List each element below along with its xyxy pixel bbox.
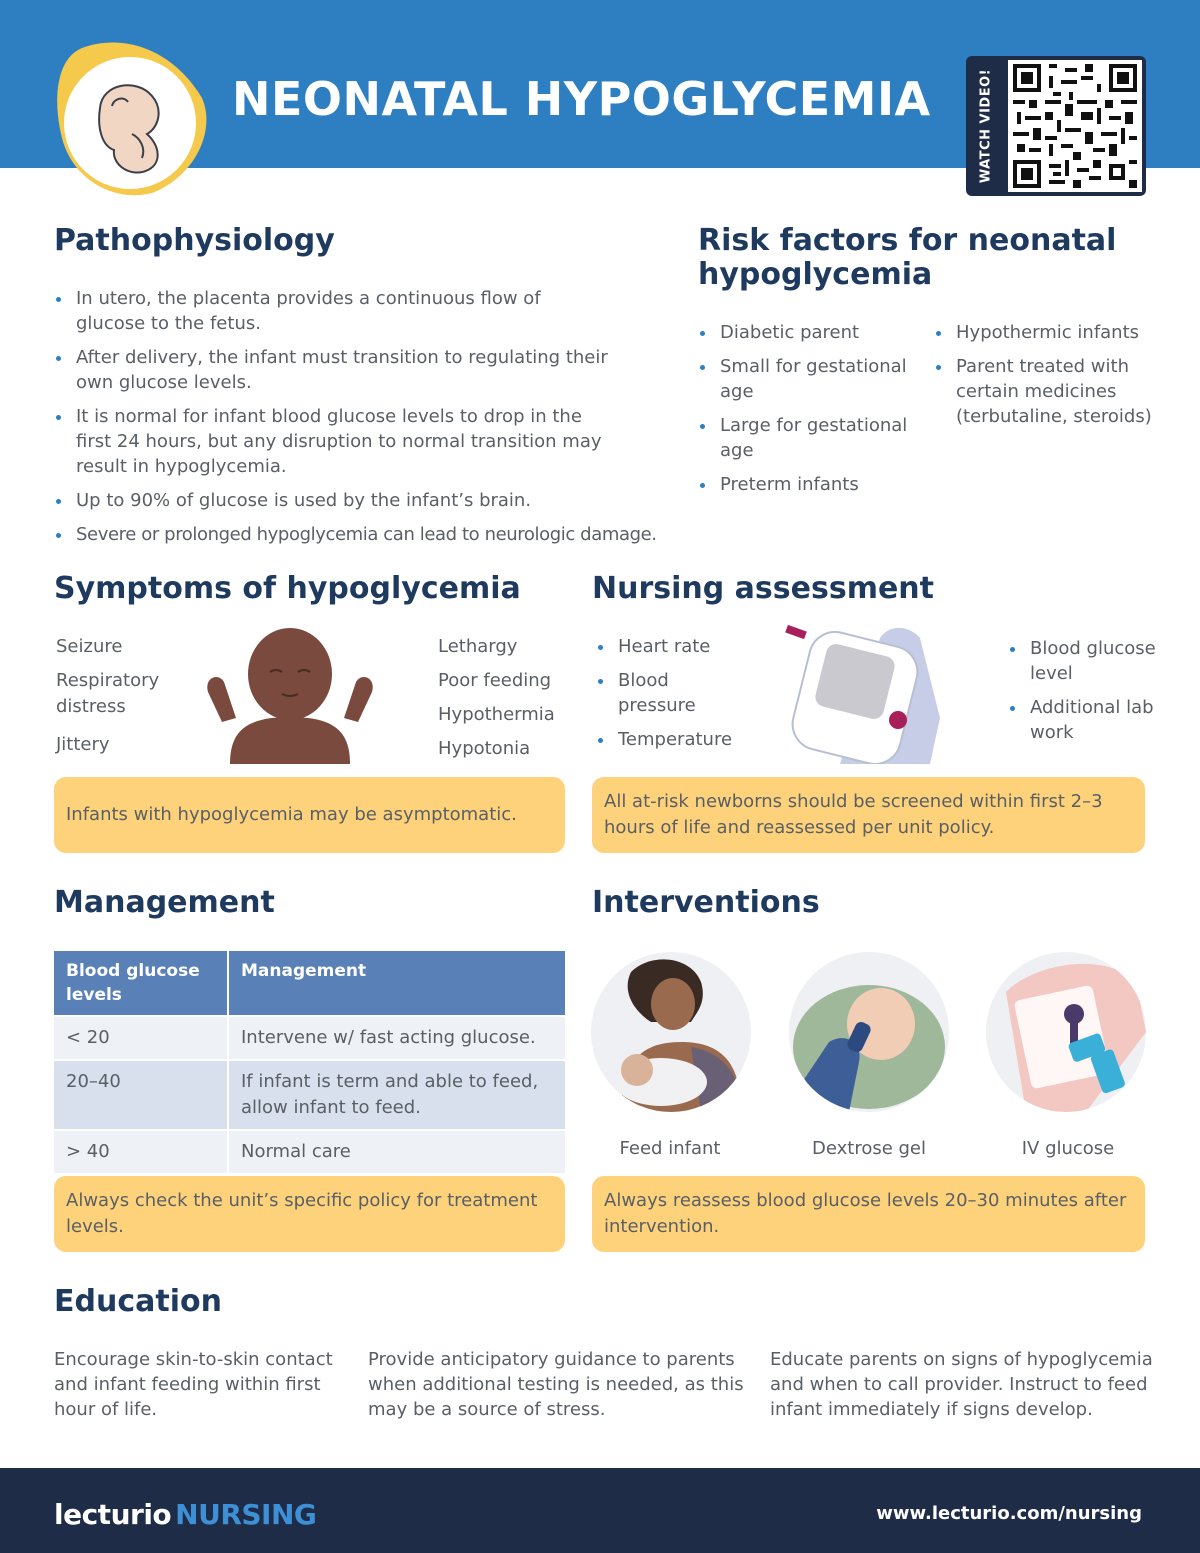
feed-infant-image bbox=[591, 952, 751, 1112]
qr-code-icon[interactable] bbox=[1008, 60, 1142, 192]
interventions-heading: Interventions bbox=[592, 885, 820, 920]
fetus-logo-icon bbox=[52, 38, 212, 198]
list-item: Up to 90% of glucose is used by the infant’s brain. bbox=[54, 488, 684, 513]
interventions-callout: Always reassess blood glucose levels 20–30 minutes after intervention. bbox=[592, 1176, 1145, 1252]
list-item: It is normal for infant blood glucose levels to drop in the first 24 hours, but any disruption to normal transition may result in hypoglycemia. bbox=[54, 404, 684, 479]
lecturio-logo[interactable]: lecturio NURSING bbox=[54, 1498, 317, 1531]
symptom-lethargy: Lethargy bbox=[438, 636, 518, 657]
symptom-respiratory-distress: Respiratory distress bbox=[56, 670, 160, 717]
pathophysiology-heading: Pathophysiology bbox=[54, 223, 335, 258]
list-item: Parent treated with certain medicines (terbutaline, steroids) bbox=[934, 354, 1154, 429]
list-item: Hypothermic infants bbox=[934, 320, 1154, 345]
pathophysiology-list bbox=[54, 286, 684, 556]
table-row bbox=[54, 1130, 565, 1173]
symptom-jittery: Jittery bbox=[56, 734, 110, 755]
table-header-row bbox=[54, 951, 565, 1016]
symptom-hypotonia: Hypotonia bbox=[438, 738, 531, 759]
table-cell: > 40 bbox=[54, 1130, 228, 1173]
feed-infant-caption: Feed infant bbox=[619, 1138, 721, 1159]
assessment-callout: All at-risk newborns should be screened within first 2–3 hours of life and reassessed per unit policy. bbox=[592, 777, 1145, 853]
list-item: In utero, the placenta provides a continuous flow of glucose to the fetus. bbox=[54, 286, 684, 336]
table-cell: If infant is term and able to feed, allow infant to feed. bbox=[228, 1060, 565, 1130]
list-item: Heart rate bbox=[596, 634, 746, 659]
education-item: Provide anticipatory guidance to parents when additional testing is needed, as this may be a source of stress. bbox=[368, 1349, 744, 1420]
assessment-list-1 bbox=[596, 634, 746, 761]
dextrose-gel-caption: Dextrose gel bbox=[811, 1138, 927, 1159]
list-item: Diabetic parent bbox=[698, 320, 920, 345]
list-item: Blood pressure bbox=[596, 668, 746, 718]
symptoms-callout: Infants with hypoglycemia may be asymptomatic. bbox=[54, 777, 565, 853]
risk-factors-list-2 bbox=[934, 320, 1154, 438]
education-item: Encourage skin-to-skin contact and infant feeding within first hour of life. bbox=[54, 1349, 333, 1420]
iv-glucose-image bbox=[986, 952, 1146, 1112]
table-cell: Intervene w/ fast acting glucose. bbox=[228, 1016, 565, 1060]
list-item: Large for gestational age bbox=[698, 413, 920, 463]
management-heading: Management bbox=[54, 885, 275, 920]
list-item: Blood glucose level bbox=[1008, 636, 1158, 686]
iv-glucose-caption: IV glucose bbox=[1021, 1138, 1115, 1159]
assessment-heading: Nursing assessment bbox=[592, 571, 934, 606]
symptom-hypothermia: Hypothermia bbox=[438, 704, 555, 725]
table-row bbox=[54, 1060, 565, 1130]
management-callout: Always check the unit’s specific policy for treatment levels. bbox=[54, 1176, 565, 1252]
symptom-poor-feeding: Poor feeding bbox=[438, 670, 552, 691]
assessment-list-2 bbox=[1008, 636, 1158, 754]
table-cell: < 20 bbox=[54, 1016, 228, 1060]
risk-factors-list-1 bbox=[698, 320, 920, 506]
footer-url-link[interactable]: www.lecturio.com/nursing bbox=[876, 1503, 1142, 1524]
glucometer-icon bbox=[780, 618, 945, 764]
symptoms-heading: Symptoms of hypoglycemia bbox=[54, 571, 521, 606]
watch-video-label: WATCH VIDEO! bbox=[978, 68, 994, 184]
infant-illustration-icon bbox=[200, 622, 380, 764]
table-row bbox=[54, 1016, 565, 1060]
symptom-seizure: Seizure bbox=[56, 636, 123, 657]
dextrose-gel-image bbox=[789, 952, 949, 1112]
list-item: Severe or prolonged hypoglycemia can lead to neurologic damage. bbox=[54, 522, 684, 547]
education-item: Educate parents on signs of hypoglycemia and when to call provider. Instruct to feed infant immediately if signs develop. bbox=[770, 1349, 1153, 1420]
column-header: Management bbox=[228, 951, 565, 1016]
table-cell: Normal care bbox=[228, 1130, 565, 1173]
management-table bbox=[54, 951, 565, 1173]
risk-factors-heading: Risk factors for neonatal hypoglycemia bbox=[698, 223, 1117, 292]
list-item: Small for gestational age bbox=[698, 354, 920, 404]
list-item: Preterm infants bbox=[698, 472, 920, 497]
column-header: Blood glucose levels bbox=[54, 951, 228, 1016]
list-item: After delivery, the infant must transition to regulating their own glucose levels. bbox=[54, 345, 684, 395]
list-item: Additional lab work bbox=[1008, 695, 1158, 745]
education-heading: Education bbox=[54, 1284, 222, 1319]
list-item: Temperature bbox=[596, 727, 746, 752]
page-title: NEONATAL HYPOGLYCEMIA bbox=[232, 72, 931, 126]
table-cell: 20–40 bbox=[54, 1060, 228, 1130]
